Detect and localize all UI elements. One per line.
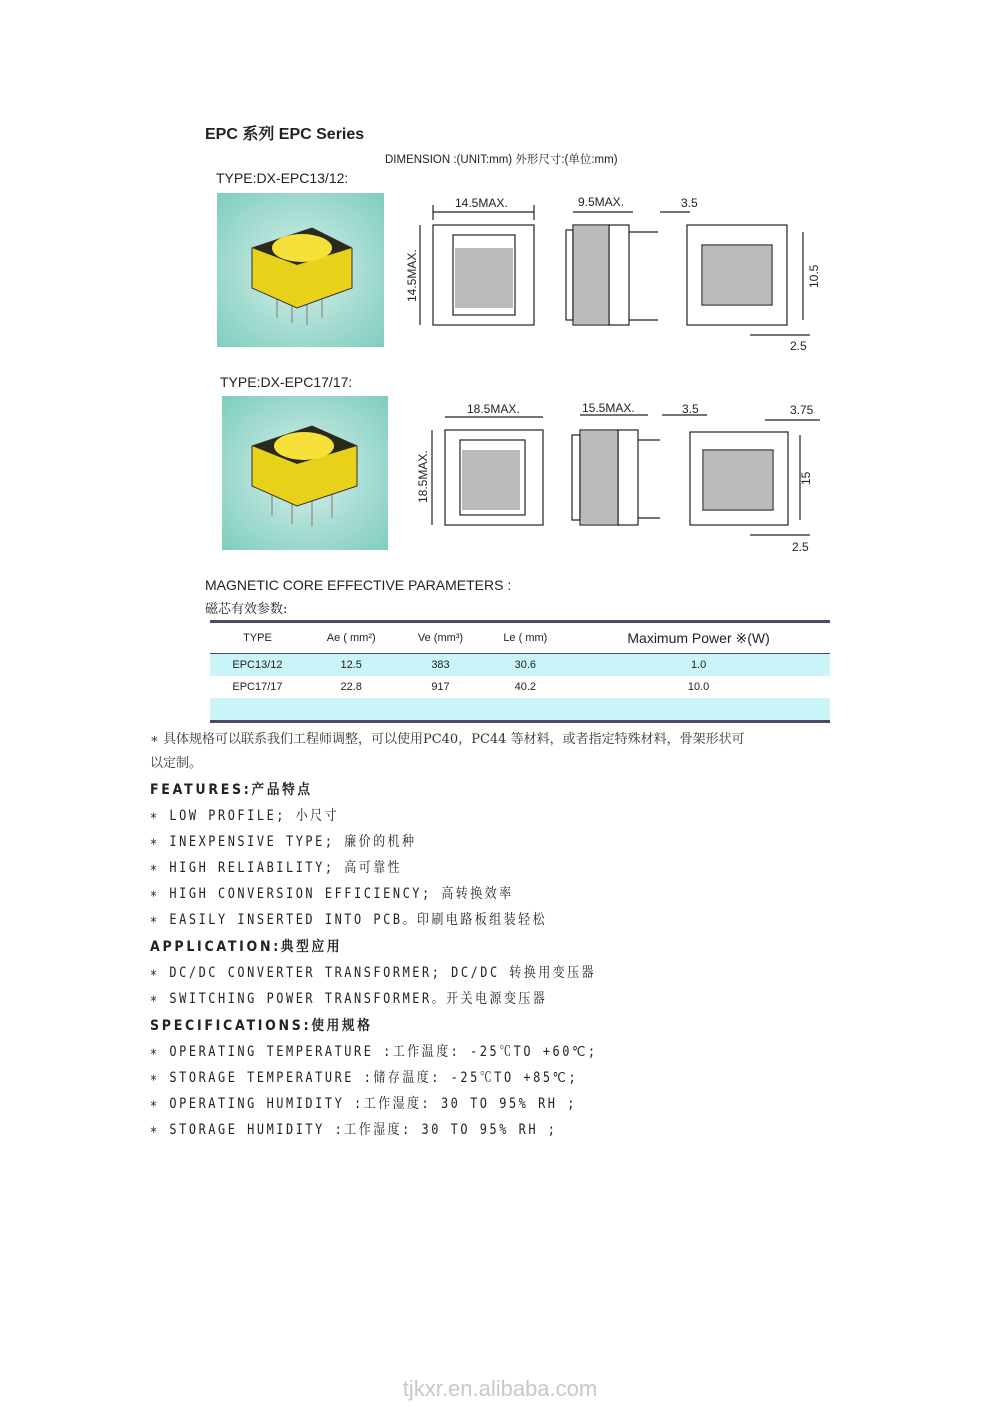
cell: 1.0 xyxy=(567,654,830,677)
dimension-drawing-epc17 xyxy=(410,395,840,560)
table-row-empty xyxy=(210,698,830,722)
product-photo-epc17 xyxy=(222,396,388,550)
feature-item: ∗ INEXPENSIVE TYPE; 廉价的机种 xyxy=(150,834,417,850)
cell: 40.2 xyxy=(514,681,537,693)
cell: 12.5 xyxy=(305,654,398,677)
col-le: Le ( mm) xyxy=(483,622,567,654)
dimension-drawing-epc13 xyxy=(400,190,830,360)
specifications-heading: SPECIFICATIONS:使用规格 xyxy=(150,1018,373,1034)
cell: 383 xyxy=(398,654,484,677)
params-table xyxy=(210,620,830,723)
cell: EPC13/12 xyxy=(210,654,305,677)
table-row xyxy=(210,654,830,677)
application-item: ∗ SWITCHING POWER TRANSFORMER。开关电源变压器 xyxy=(150,991,548,1007)
cell: 30.6 xyxy=(483,654,567,677)
note xyxy=(150,728,745,776)
cell: EPC17/17 xyxy=(232,681,283,693)
feature-item: ∗ EASILY INSERTED INTO PCB。印刷电路板组装轻松 xyxy=(150,912,548,928)
svg-text:15.5MAX.: 15.5MAX. xyxy=(582,401,635,415)
col-ve: Ve (mm³) xyxy=(398,622,484,654)
application-item: ∗ DC/DC CONVERTER TRANSFORMER; DC/DC 转换用变压器 xyxy=(150,965,597,981)
params-heading-cn: 磁芯有效参数: xyxy=(205,602,288,617)
spec-item: ∗ OPERATING HUMIDITY :工作湿度: 30 TO 95% RH ; xyxy=(150,1096,577,1112)
watermark: tjkxr.en.alibaba.com xyxy=(402,1376,598,1401)
type-label-epc17: TYPE:DX-EPC17/17: xyxy=(220,374,353,390)
col-ae: Ae ( mm²) xyxy=(305,622,398,654)
transformer-icon xyxy=(217,193,384,347)
spec-item: ∗ STORAGE TEMPERATURE :储存温度: -25℃TO +85℃; xyxy=(150,1070,579,1086)
svg-text:10.5: 10.5 xyxy=(807,264,821,288)
type-label-epc13: TYPE:DX-EPC13/12: xyxy=(216,170,349,186)
svg-text:3.5: 3.5 xyxy=(682,402,699,416)
cell: 917 xyxy=(431,681,450,693)
svg-text:18.5MAX.: 18.5MAX. xyxy=(467,402,520,416)
svg-text:14.5MAX.: 14.5MAX. xyxy=(455,196,508,210)
table-header xyxy=(210,622,830,654)
svg-text:18.5MAX.: 18.5MAX. xyxy=(416,450,430,503)
svg-text:3.75: 3.75 xyxy=(790,403,814,417)
feature-item: ∗ HIGH RELIABILITY; 高可靠性 xyxy=(150,860,403,876)
svg-text:15: 15 xyxy=(799,471,813,485)
cell: 10.0 xyxy=(687,681,710,693)
svg-text:9.5MAX.: 9.5MAX. xyxy=(578,195,625,209)
svg-text:2.5: 2.5 xyxy=(790,339,807,353)
svg-text:14.5MAX.: 14.5MAX. xyxy=(405,249,419,302)
feature-item: ∗ HIGH CONVERSION EFFICIENCY; 高转换效率 xyxy=(150,886,514,902)
spec-item: ∗ STORAGE HUMIDITY :工作湿度: 30 TO 95% RH ; xyxy=(150,1122,558,1138)
application-heading: APPLICATION:典型应用 xyxy=(150,939,343,955)
col-type: TYPE xyxy=(210,622,305,654)
feature-item: ∗ LOW PROFILE; 小尺寸 xyxy=(150,808,340,824)
svg-text:3.5: 3.5 xyxy=(681,196,698,210)
transformer-icon xyxy=(222,396,388,550)
features-heading: FEATURES:产品特点 xyxy=(150,782,313,798)
product-photo-epc13 xyxy=(217,193,384,347)
svg-text:2.5: 2.5 xyxy=(792,540,809,554)
note-line: ∗ 具体规格可以联系我们工程师调整，可以使用PC40，PC44 等材料，或者指定特殊材料，骨架形状可 xyxy=(150,732,745,747)
dimension-unit-label: DIMENSION :(UNIT:mm) 外形尺寸:(单位:mm) xyxy=(385,154,618,166)
params-heading: MAGNETIC CORE EFFECTIVE PARAMETERS : xyxy=(205,577,512,593)
table-row xyxy=(210,676,830,698)
col-max-power: Maximum Power ※(W) xyxy=(567,622,830,654)
cell: 22.8 xyxy=(340,681,362,693)
spec-item: ∗ OPERATING TEMPERATURE :工作温度: -25℃TO +60℃; xyxy=(150,1044,598,1060)
note-line: 以定制。 xyxy=(150,756,203,771)
page-title: EPC 系列 EPC Series xyxy=(205,126,365,143)
